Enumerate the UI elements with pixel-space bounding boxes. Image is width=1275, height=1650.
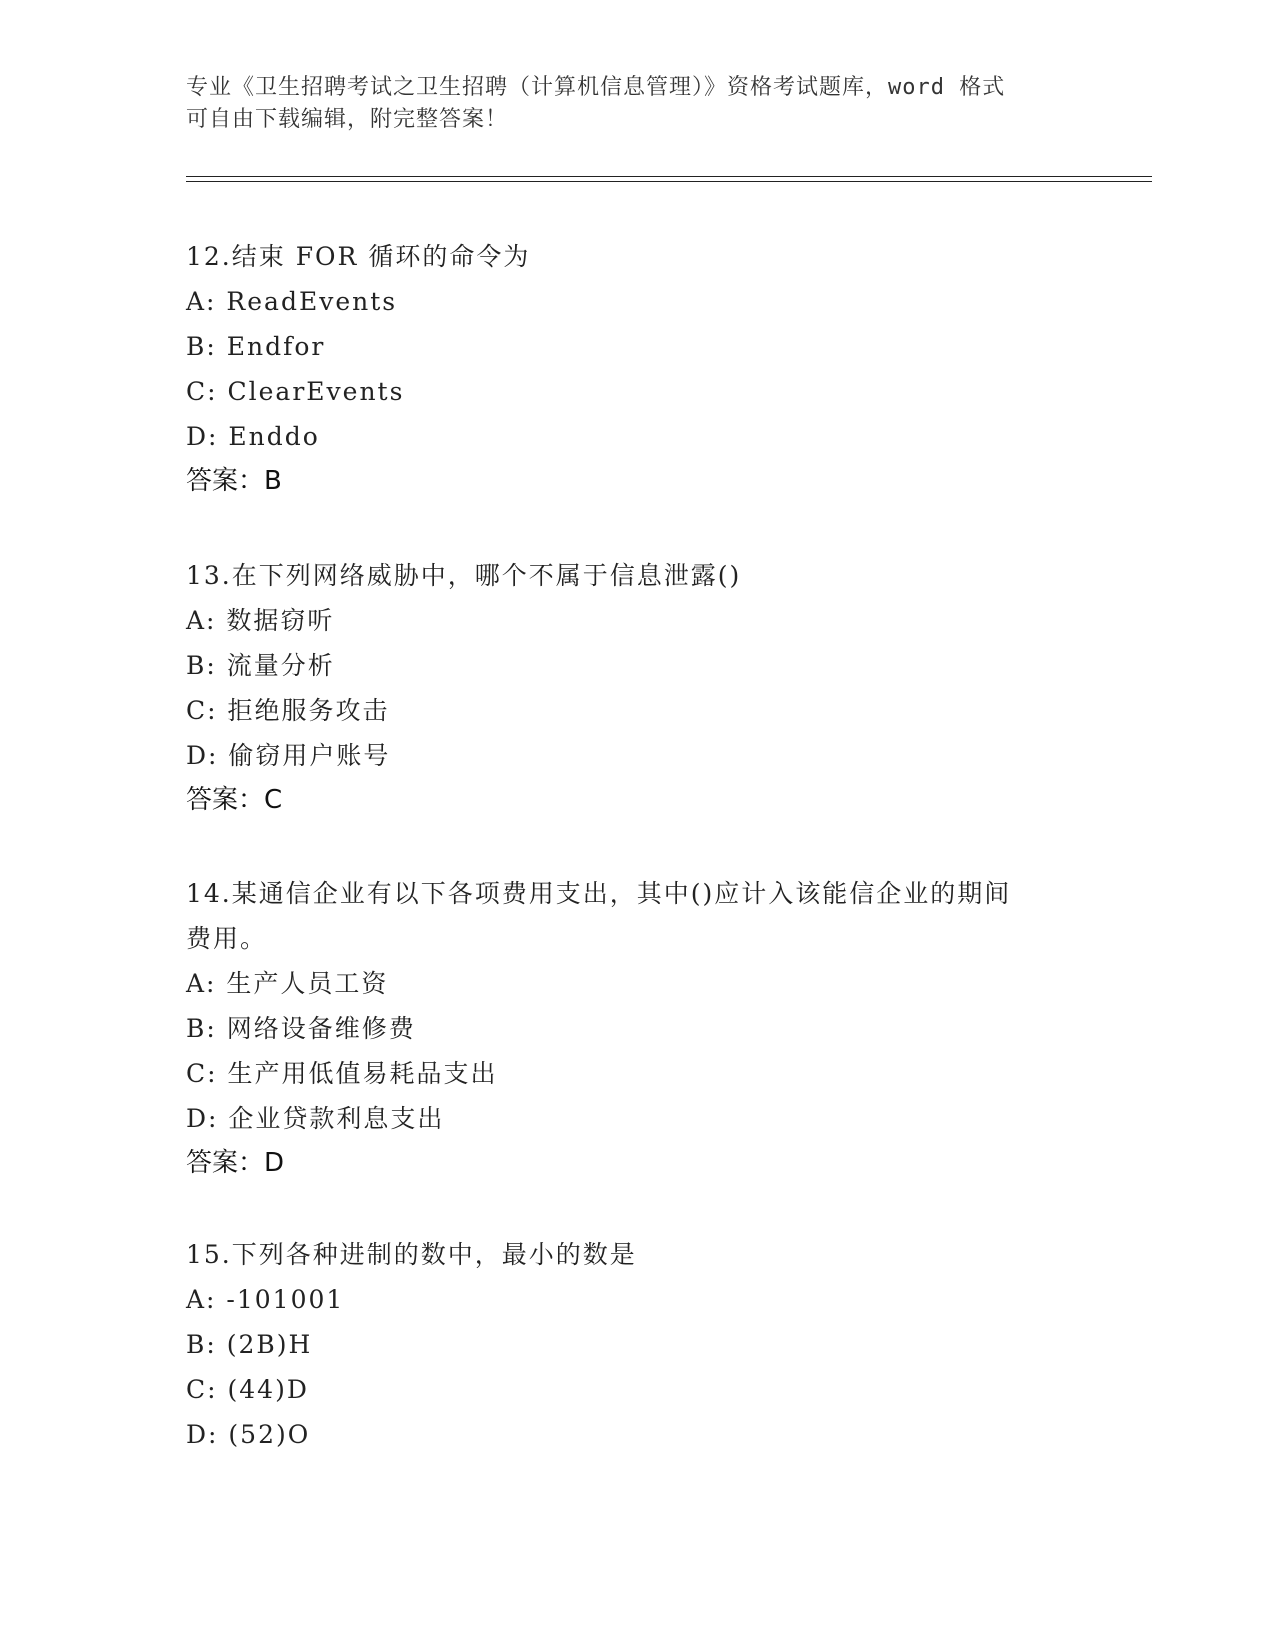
header-divider-top <box>186 176 1152 177</box>
option-d: D: 偷窃用户账号 <box>186 741 391 770</box>
option-b: B: 网络设备维修费 <box>186 1014 416 1043</box>
question-14 <box>186 871 1086 1185</box>
option-d: D: Enddo <box>186 422 320 451</box>
question-stem-line-1: 14.某通信企业有以下各项费用支出，其中()应计入该能信企业的期间 <box>186 879 1012 908</box>
option-b: B: 流量分析 <box>186 651 335 680</box>
header-divider-bottom <box>186 181 1152 182</box>
question-stem: 12.结束 FOR 循环的命令为 <box>186 242 531 271</box>
header-title-line-1: 专业《卫生招聘考试之卫生招聘（计算机信息管理）》资格考试题库，word 格式 <box>186 75 1006 100</box>
document-header <box>186 72 1086 136</box>
question-stem: 15.下列各种进制的数中，最小的数是 <box>186 1240 637 1269</box>
option-a: A: 数据窃听 <box>186 606 335 635</box>
answer-label: 答案：C <box>186 785 283 815</box>
option-b: B: (2B)H <box>186 1330 313 1359</box>
question-stem: 13.在下列网络威胁中，哪个不属于信息泄露() <box>186 561 742 590</box>
header-title-line-2: 可自由下载编辑，附完整答案！ <box>186 107 509 132</box>
question-13 <box>186 553 1086 822</box>
option-a: A: 生产人员工资 <box>186 969 389 998</box>
answer-label: 答案：D <box>186 1148 285 1178</box>
question-stem-line-2: 费用。 <box>186 924 268 953</box>
question-15 <box>186 1232 1086 1457</box>
option-b: B: Endfor <box>186 332 326 361</box>
answer-label: 答案：B <box>186 466 282 496</box>
option-d: D: 企业贷款利息支出 <box>186 1104 445 1133</box>
option-a: A: ReadEvents <box>186 287 398 316</box>
option-d: D: (52)O <box>186 1420 311 1449</box>
option-c: C: ClearEvents <box>186 377 405 406</box>
option-c: C: 生产用低值易耗品支出 <box>186 1059 498 1088</box>
question-12 <box>186 234 1086 503</box>
option-c: C: (44)D <box>186 1375 309 1404</box>
option-a: A: -101001 <box>186 1285 345 1314</box>
option-c: C: 拒绝服务攻击 <box>186 696 390 725</box>
